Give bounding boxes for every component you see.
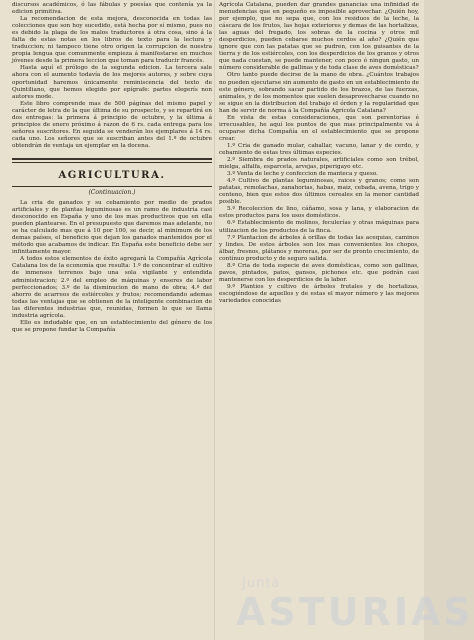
list-item: 6.º Establecimiento de molinos, feculerías y otras máquinas para utilizacion de los productos de la finca. [219, 220, 419, 234]
paragraph: Otro tanto puede decirse de la mano de obra. ¿Cuántos trabajos no pueden ejecutarse sin aumento de gasto en un establecimiento de este género, sobrando sacar partido de los brazos, de las fuerzas, animales, y de los momentos que suelen desaprovecharse cuando no se sigue en la distribucion del trabajo el órden y la regularidad que han de servir de norma á la Compañía Agrícola Catalana? [219, 72, 419, 114]
paragraph: Este libro comprende mas de 500 páginas del mismo papel y carácter de letra de la que última de su prospecto, y se repartirá en dos entregas: la primera á principio de octubre, y la última á principios de enero próximo á razon de 6 rs. cada entrega para los señores suscritores. En seguida se venderán los ejemplares á 14 rs. cada uno. Los señores que se suscriban antes del 1.º de octubre obtendrán de ventaja un ejemplar en la docena. [12, 100, 212, 149]
column-gutter [214, 0, 215, 640]
section-title: AGRICULTURA. [58, 169, 166, 181]
paragraph: En vista de estas consideraciones, que son perentorias é irrecusables, he aquí los puntos de que mas principalmente va á ocuparse dicha Compañía en el establecimiento que se propone crear. [219, 114, 419, 142]
list-item: 5.º Recoleccion de lino, cáñamo, sosa y lana, y elaboracion de estos productos para los usos domésticos. [219, 206, 419, 220]
list-item: 3.º Venta de leche y confeccion de manteca y queso. [227, 171, 378, 178]
continuation-note: (Continuacion.) [88, 188, 136, 196]
watermark-line2: ASTURIAS [236, 590, 474, 634]
library-watermark [236, 576, 474, 634]
right-column [219, 2, 419, 305]
paragraph: Agrícola Catalana, pueden dar grandes ganancias una infinidad de menudencias que en pequeño es imposible aprovechar. ¿Quién hoy, por ejemplo, que no sepa que, con los residuos de la leche, la cáscara de los frutos, las hojas exteriores y demas de las hortalizas, las aguas del fregado, los sobras de la cocina y otros mil desperdicios, pueden cebarse muchos cerdos al año? ¿Quién que ignore que con las patatas que se pudren, con los guisantes de la tierra y de los estiércoles, con los desperdicios de los granos y otros que nada cuestan, se puede mantener, con poco ó ningun gasto, un número considerable de gallinas y de toda clase de aves domésticas? [219, 2, 419, 72]
title-rule [12, 186, 212, 187]
paragraph: Hasta aquí el prólogo de la segunda edicion. La tercera sale ahora con el aumento todavía de los mejores autores, y sobre cuya oportunidad haremos únicamente reminiscencia del texto de Quintiliano, que hemos elegido por epígrafe: partes elegerís non autores mode. [12, 65, 212, 100]
paragraph: La recomendacion de esta mejora, desconocida en todas las colecciones que son hoy sucedido, está hecha por sí mismo, pues no es debido la plaga de los malos traductores á otra cosa, sino á la falta de estas notas en los libros de texto para la lectura y traduccion; ni tampoco tiene otro origen la corrupcion de nuestra propia lengua que comunmente empieza á manifestarse en muchos jóvenes desde la primera leccion que toman para traducir francés. [12, 16, 212, 65]
list-item: 1.º Cria de ganado mular, caballar, vacuno, lanar y de cerdo, y cebamiento de estas tres últimas especies. [219, 142, 419, 156]
watermark-line1: Junta [242, 576, 281, 591]
list-item: 9.º Plantios y cultivo de árboles frutales y de hortalizas, escogiéndose de aquellos y de estas el mayor número y las mejores variedades conocidas [219, 283, 419, 304]
left-column [12, 2, 212, 334]
paragraph: Ello es indudable que, en un establecimiento del género de los que se propone fundar la Compañía [12, 319, 212, 333]
list-item: 2.º Siembra de prados naturales, artificiales como son trébol, mielga, alfalfa, esparceta, arvejas, piperigayo etc. [219, 157, 419, 171]
section-divider [12, 158, 212, 163]
paragraph: discursos académicos, ó las fábulas y poesías que contenía ya la edicion primitiva. [12, 2, 212, 16]
list-item: 4.º Cultivo de plantas leguminosas, raices y granos; como son patatas, remolachas, zanahorias, habas, maiz, cebada, avena, trigo y centeno, bien que estos dos últimos cereales en la menor cantidad posible. [219, 178, 419, 206]
list-item: 7.º Plantacion de árboles á orillas de todas las acequias, caminos y lindes. De estos árboles son los mas convenientes los chopos, álbar, fresnos, plátanos y moreras, por ser de pronto crecimiento, de contínuo producto y de seguro salida. [219, 234, 419, 262]
paragraph: A todos estos elementos de éxito agregará la Compañía Agrícola Catalana los de la economía que resulta: 1.º de concentrar el cultivo de inmensos terrenos bajo una sola vigilante y entendida administracion; 2.º del empleo de máquinas y enseres de labor perfeccionados; 3.º de la disminucion de mano de obra; 4.º del ahorro de acarreos de estiércoles y frutos; recomendando ademas todas las ventajas que se obtienen de la inteligente combinacion de las diferentes industrias que, reunidas, formen lo que se llama industria agrícola. [12, 256, 212, 319]
paragraph: La cria de ganados y su cebamiento por medio de prados artificiales y de plantas leguminosas es un ramo de industria casi desconocido en España y uno de los mas productivos que en ella pueden plantearse. En el presupuesto que daremos mas adelante, no se ha calculado mas que á 10 por 100, se decir, al minimum de los demas países, el beneficio que dejan los ganados mantenidos por el método que acabamos de indicar. En España este beneficio debe ser infinitamente mayor. [12, 199, 212, 256]
list-item: 8.º Cria de toda especie de aves domésticas, como son gallinas, pavos, pintados, patos, gansos, pichones etc. que podrán casi mantenerse con los desperdicios de la labor. [219, 262, 419, 283]
